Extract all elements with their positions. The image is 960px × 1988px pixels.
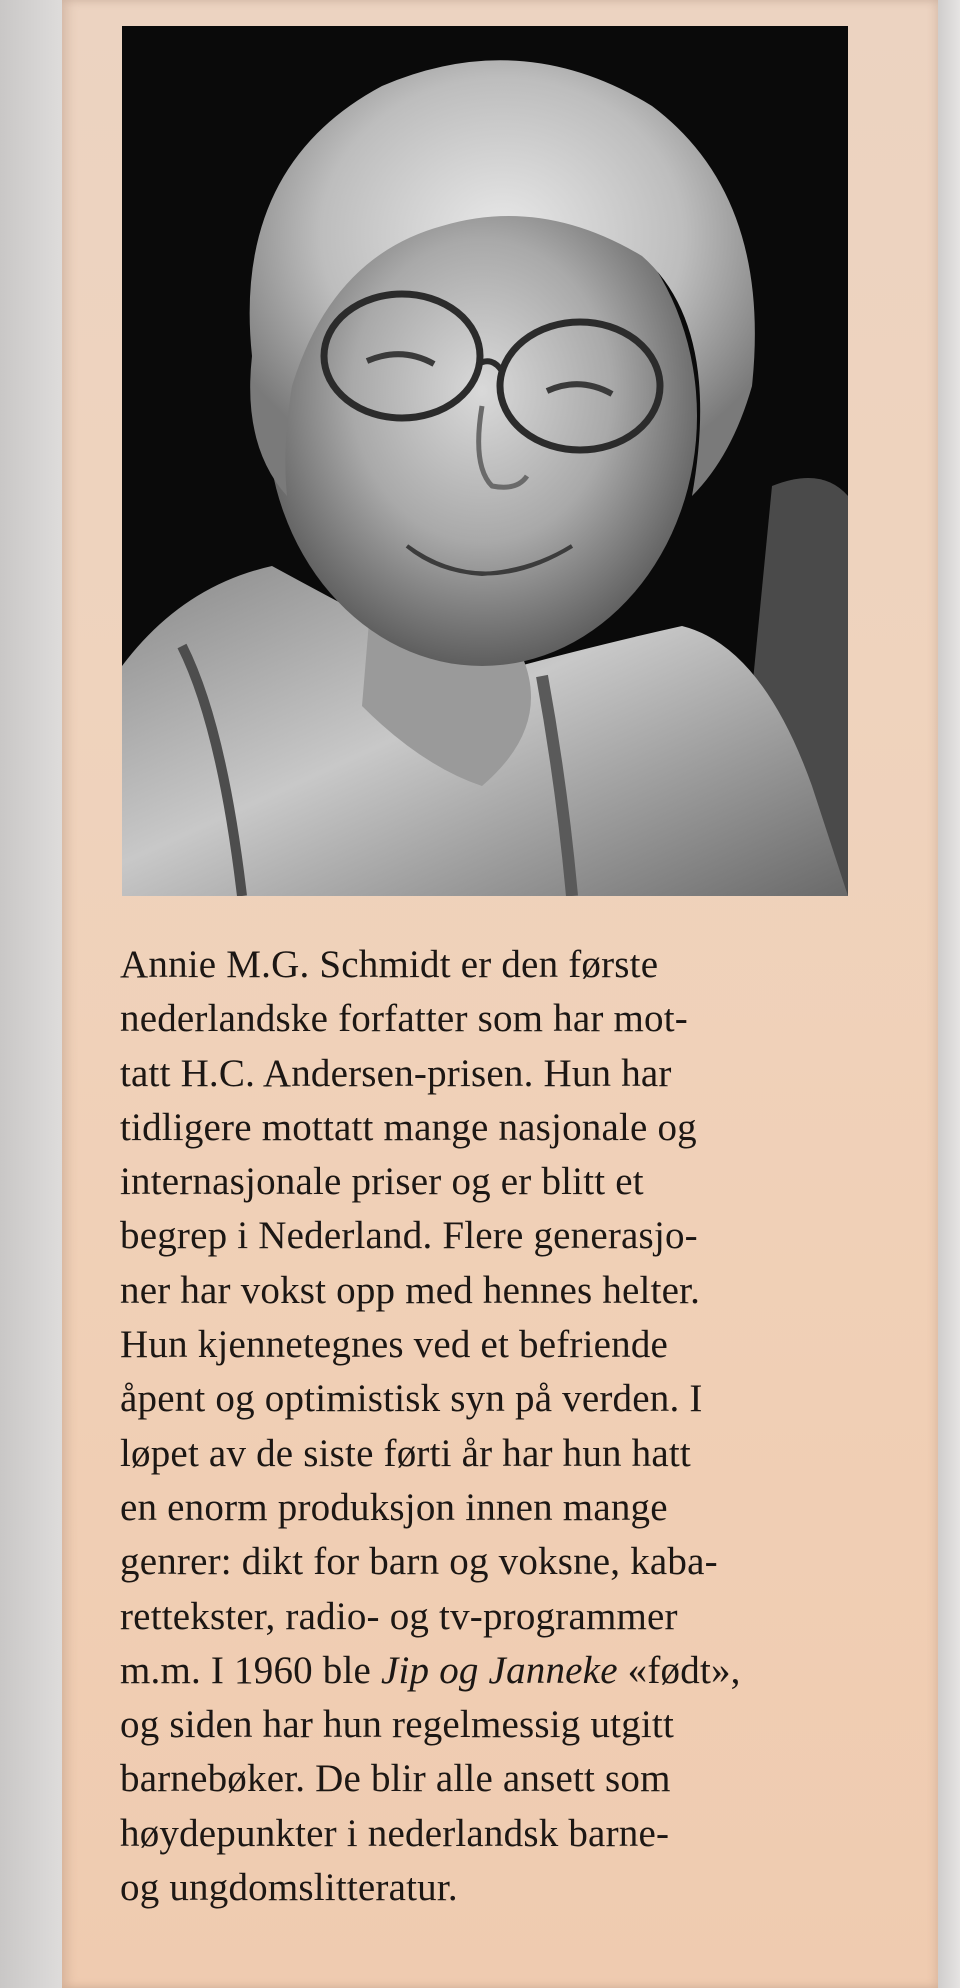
author-biography [120,938,920,1915]
author-portrait-icon [122,26,848,896]
bio-line-book-title [120,1644,920,1698]
bio-text: «født», [617,1648,741,1692]
bio-line: tidligere mottatt mange nasjonale og [120,1105,697,1149]
bio-line: løpet av de siste førti år har hun hatt [120,1431,691,1475]
bio-line: Annie M.G. Schmidt er den første [120,943,659,986]
background-left [0,0,62,1988]
author-portrait-photo [122,26,848,896]
book-title: Jip og Janneke [381,1648,618,1692]
bio-line: genrer: dikt for barn og voksne, kaba- [120,1540,718,1584]
background-right [938,0,960,1988]
bio-line: Hun kjennetegnes ved et befriende [120,1323,669,1367]
bio-line: og siden har hun regelmessig utgitt [120,1703,674,1747]
bio-line: åpent og optimistisk syn på verden. I [120,1377,703,1421]
bio-line: begrep i Nederland. Flere generasjo- [120,1214,698,1258]
book-flap [62,0,938,1988]
bio-line: nederlandske forfatter som har mot- [120,997,688,1041]
bio-line: rettekster, radio- og tv-programmer [120,1594,678,1638]
bio-line: barnebøker. De blir alle ansett som [120,1757,671,1801]
bio-line: ner har vokst opp med hennes helter. [120,1268,701,1312]
bio-line: internasjonale priser og er blitt et [120,1160,644,1204]
bio-line: en enorm produksjon innen mange [120,1485,668,1529]
bio-text: m.m. I 1960 ble [120,1648,382,1692]
bio-line: og ungdomslitteratur. [120,1866,458,1910]
bio-line: høydepunkter i nederlandsk barne- [120,1811,670,1855]
bio-line: tatt H.C. Andersen-prisen. Hun har [120,1051,672,1095]
